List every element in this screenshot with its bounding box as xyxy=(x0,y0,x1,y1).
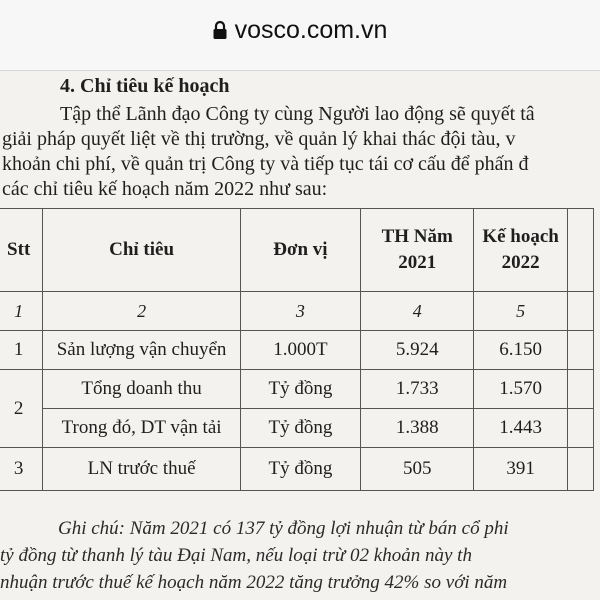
index-cell: 2 xyxy=(43,292,241,331)
cell-th-2021: 1.388 xyxy=(361,409,474,448)
lock-icon xyxy=(213,18,227,47)
paragraph-line: giải pháp quyết liệt về thị trường, về quản lý khai thác đội tàu, v xyxy=(2,128,516,150)
cell-chi-tieu: LN trước thuế xyxy=(43,448,241,491)
cell-don-vi: Tỷ đồng xyxy=(240,448,360,491)
document-photo xyxy=(0,71,600,600)
url-display[interactable] xyxy=(0,16,600,47)
cell-don-vi: Tỷ đồng xyxy=(240,409,360,448)
cell-th-2021: 505 xyxy=(361,448,474,491)
header-kh-2022 xyxy=(474,209,567,292)
paragraph-line: khoản chi phí, về quản trị Công ty và tiếp tục tái cơ cấu để phấn đ xyxy=(2,153,529,175)
header-th-line2: 2021 xyxy=(398,252,437,273)
cell-kh-2022: 1.443 xyxy=(474,409,567,448)
table-row xyxy=(0,448,594,491)
header-th-2021 xyxy=(361,209,474,292)
cell-don-vi: 1.000T xyxy=(240,331,360,370)
note-line: tỷ đồng từ thanh lý tàu Đại Nam, nếu loại trừ 02 khoản này th xyxy=(0,545,472,566)
table-header-row xyxy=(0,209,594,292)
cell-extra xyxy=(567,409,593,448)
header-stt: Stt xyxy=(0,209,43,292)
cell-stt: 3 xyxy=(0,448,43,491)
index-cell: 1 xyxy=(0,292,43,331)
cell-stt: 2 xyxy=(0,370,43,448)
cell-don-vi: Tỷ đồng xyxy=(240,370,360,409)
header-extra xyxy=(567,209,593,292)
index-cell-extra xyxy=(567,292,593,331)
note-line: nhuận trước thuế kế hoạch năm 2022 tăng trưởng 42% so với năm xyxy=(0,572,508,593)
header-kh-line1: Kế hoạch xyxy=(482,226,559,247)
index-cell: 3 xyxy=(240,292,360,331)
index-cell: 4 xyxy=(361,292,474,331)
browser-address-bar[interactable] xyxy=(0,0,600,70)
cell-chi-tieu: Tổng doanh thu xyxy=(43,370,241,409)
paragraph-line: Tập thể Lãnh đạo Công ty cùng Người lao động sẽ quyết tâ xyxy=(60,103,535,125)
cell-kh-2022: 1.570 xyxy=(474,370,567,409)
table-row xyxy=(0,409,594,448)
cell-chi-tieu: Trong đó, DT vận tải xyxy=(43,409,241,448)
header-chi-tieu: Chỉ tiêu xyxy=(43,209,241,292)
plan-targets-table xyxy=(0,208,594,491)
header-th-line1: TH Năm xyxy=(381,226,453,247)
table-row xyxy=(0,331,594,370)
index-cell: 5 xyxy=(474,292,567,331)
url-text: vosco.com.vn xyxy=(234,16,388,44)
header-kh-line2: 2022 xyxy=(501,252,540,273)
cell-extra xyxy=(567,448,593,491)
column-index-row xyxy=(0,292,594,331)
paragraph-line: các chỉ tiêu kế hoạch năm 2022 như sau: xyxy=(2,178,328,200)
cell-th-2021: 1.733 xyxy=(361,370,474,409)
cell-kh-2022: 391 xyxy=(474,448,567,491)
note-line: Ghi chú: Năm 2021 có 137 tỷ đồng lợi nhuận từ bán cổ phi xyxy=(58,518,509,539)
cell-extra xyxy=(567,331,593,370)
cell-extra xyxy=(567,370,593,409)
table-row xyxy=(0,370,594,409)
header-don-vi: Đơn vị xyxy=(240,209,360,292)
cell-th-2021: 5.924 xyxy=(361,331,474,370)
section-heading: 4. Chỉ tiêu kế hoạch xyxy=(60,75,230,97)
cell-stt: 1 xyxy=(0,331,43,370)
cell-kh-2022: 6.150 xyxy=(474,331,567,370)
cell-chi-tieu: Sản lượng vận chuyển xyxy=(43,331,241,370)
